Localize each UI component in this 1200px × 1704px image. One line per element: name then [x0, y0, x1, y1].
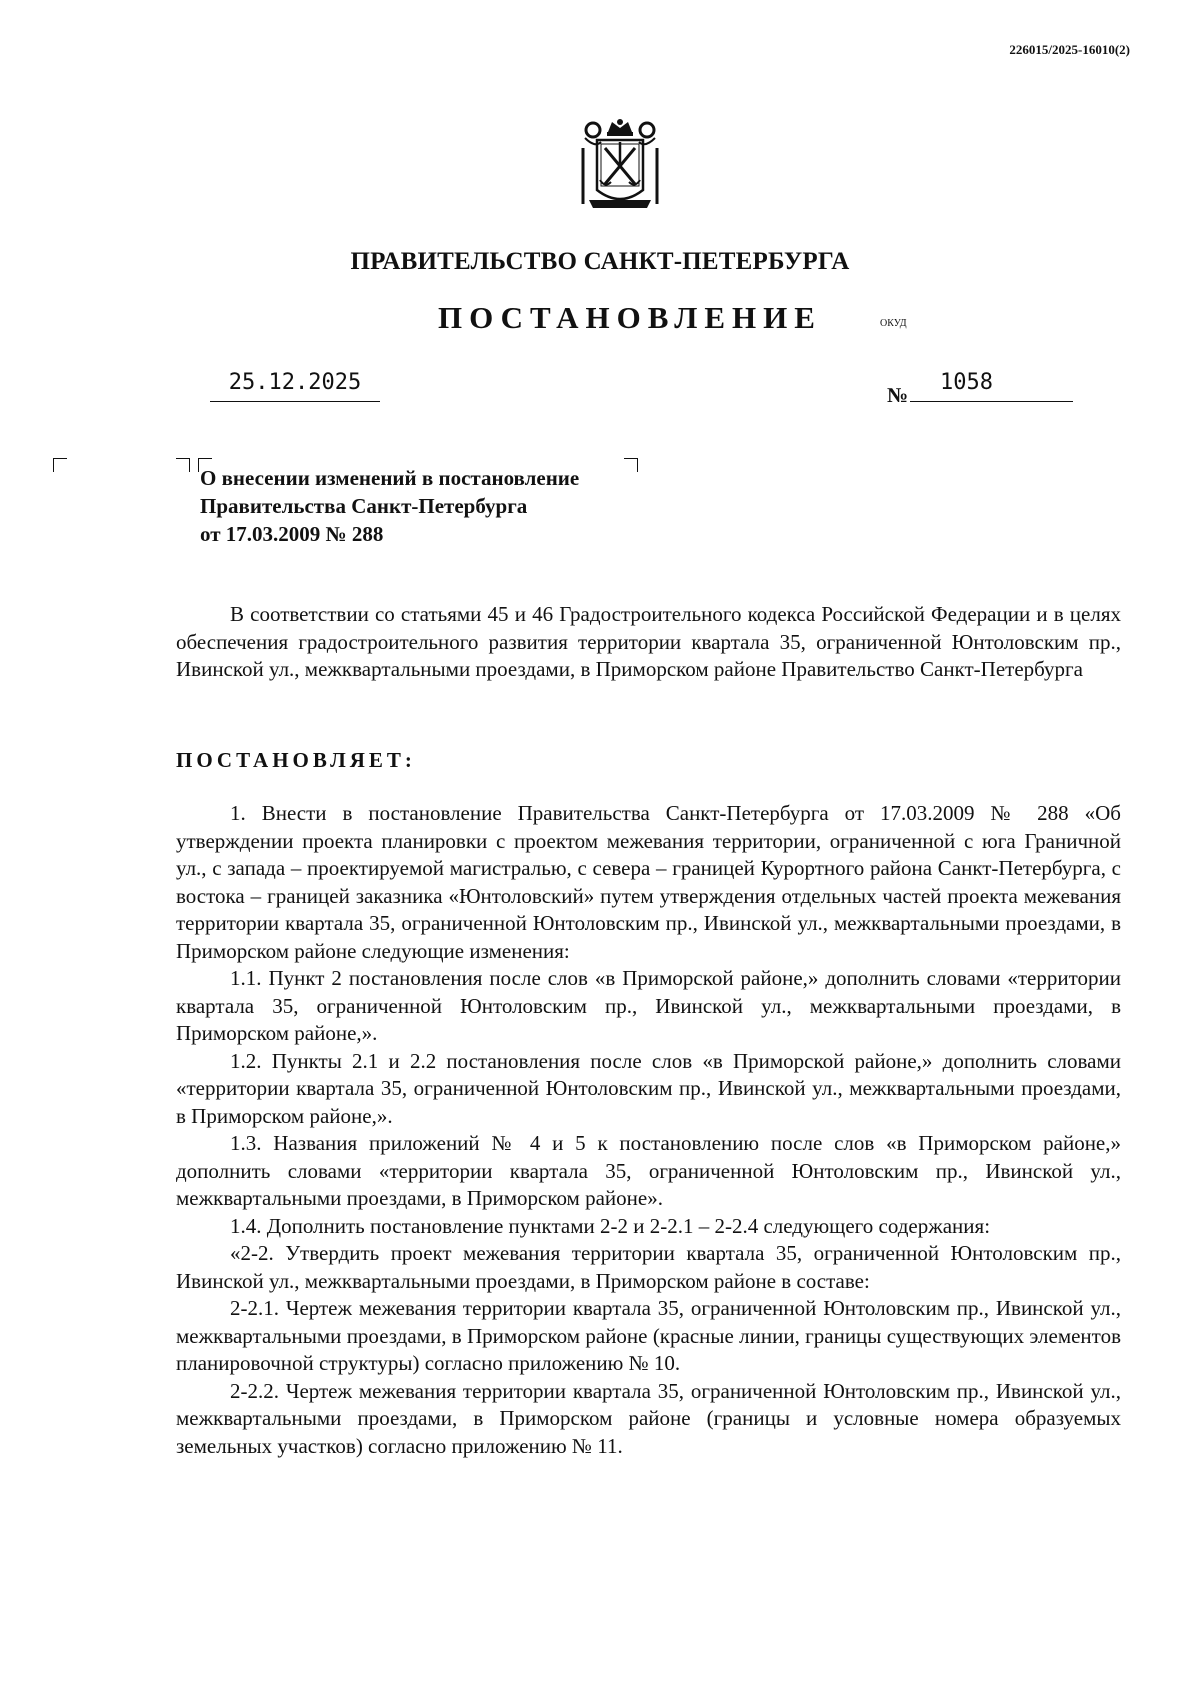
- paragraph-1-4: 1.4. Дополнить постановление пунктами 2-2 и 2-2.1 – 2-2.4 следующего содержания:: [230, 1213, 991, 1238]
- paragraph-2-2: «2-2. Утвердить проект межевания территории квартала 35, ограниченной Юнтоловским пр., Ивинской ул., межквартальными проездами, в Приморском районе в составе:: [176, 1241, 1121, 1293]
- number-sign: №: [887, 383, 909, 407]
- paragraph-2-2-2: 2-2.2. Чертеж межевания территории квартала 35, ограниченной Юнтоловским пр., Ивинской ул., межквартальными проездами, в Приморском районе (границы и условные номера образуемых земельных участков) согласно приложению № 11.: [176, 1378, 1121, 1458]
- document-date: 25.12.2025: [210, 370, 380, 402]
- resolution-body: [176, 800, 1121, 1460]
- preamble-text: В соответствии со статьями 45 и 46 Градостроительного кодекса Российской Федерации и в целях обеспечения градостроительного развития территории квартала 35, ограниченной Юнтоловским пр., Ивинской ул., межквартальными проездами, в Приморском районе Правительство Санкт-Петербурга: [176, 602, 1121, 681]
- subject-line: от 17.03.2009 № 288: [200, 522, 384, 546]
- okud-label: ОКУД: [880, 318, 907, 329]
- government-name: ПРАВИТЕЛЬСТВО САНКТ-ПЕТЕРБУРГА: [350, 248, 850, 275]
- paragraph-1-3: 1.3. Названия приложений № 4 и 5 к постановлению после слов «в Приморском районе,» дополнить словами «территории квартала 35, ограниченной Юнтоловским пр., Ивинской ул., межквартальными проездами, в Приморском районе».: [176, 1131, 1121, 1210]
- preamble: [176, 601, 1121, 684]
- subject-line: Правительства Санкт-Петербурга: [200, 494, 528, 518]
- corner-mark-top-left: [53, 458, 67, 472]
- paragraph-1-2: 1.2. Пункты 2.1 и 2.2 постановления после слов «в Приморской районе,» дополнить словами «территории квартала 35, ограниченной Юнтоловским пр., Ивинской ул., межквартальными проездами, в Приморском районе,».: [176, 1048, 1121, 1128]
- document-number: 1058: [910, 370, 1073, 402]
- corner-mark-subject-right: [624, 458, 638, 472]
- document-registration-number: 226015/2025-16010(2): [1009, 42, 1130, 57]
- paragraph-1: 1. Внести в постановление Правительства Санкт-Петербурга от 17.03.2009 № 288 «Об утверждении проекта планировки с проектом межевания территории, ограниченной с юга Граничной ул., с запада – проектируемой магистралью, с севера – границей Курортного района Санкт-Петербурга, с востока – границей заказника «Юнтоловский» путем утверждения отдельных частей проекта межевания территории квартала 35, ограниченной Юнтоловским пр., Ивинской ул., межквартальными проездами, в Приморском районе следующие изменения:: [176, 801, 1121, 963]
- document-subject: [200, 464, 579, 548]
- paragraph-1-1: 1.1. Пункт 2 постановления после слов «в Приморской районе,» дополнить словами «территории квартала 35, ограниченной Юнтоловским пр., Ивинской ул., межквартальными проездами, в Приморском районе,».: [176, 966, 1121, 1045]
- corner-mark-top-right: [176, 458, 190, 472]
- saint-petersburg-coat-of-arms-icon: [575, 118, 665, 218]
- paragraph-2-2-1: 2-2.1. Чертеж межевания территории квартала 35, ограниченной Юнтоловским пр., Ивинской ул., межквартальными проездами, в Приморском районе (красные линии, границы существующих элементов планировочной структуры) согласно приложению № 10.: [176, 1296, 1121, 1375]
- document-type-title: ПОСТАНОВЛЕНИЕ: [438, 300, 822, 335]
- subject-line: О внесении изменений в постановление: [200, 466, 580, 490]
- resolves-heading: ПОСТАНОВЛЯЕТ:: [176, 748, 416, 772]
